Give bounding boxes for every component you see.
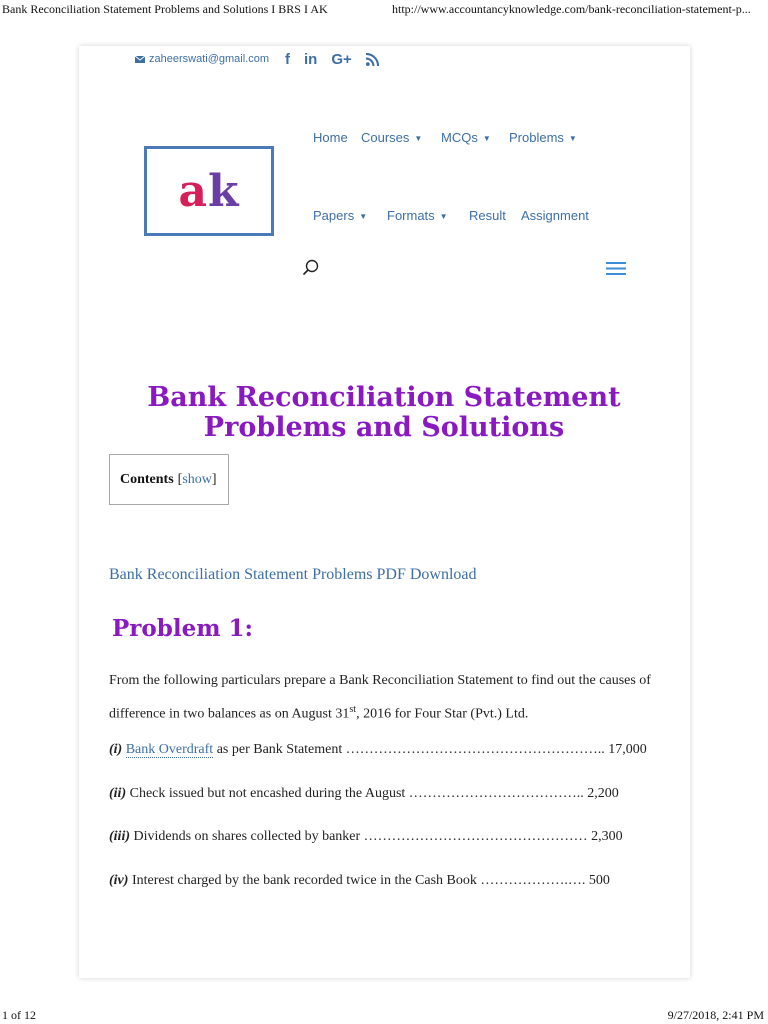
nav-assignment-label: Assignment <box>521 208 589 223</box>
nav-formats-label: Formats <box>387 208 435 223</box>
nav-problems[interactable] <box>509 130 577 145</box>
intro-text: From the following particulars prepare a Bank Reconciliation Statement to find out the causes of difference in two balances as on August 31 <box>109 673 651 722</box>
nav-courses[interactable] <box>361 130 422 145</box>
top-contact-bar <box>135 50 379 68</box>
item-text: as per Bank Statement ……………………………………………….. 17,000 <box>213 742 647 757</box>
list-item <box>109 742 647 758</box>
hamburger-menu-icon[interactable] <box>606 261 626 276</box>
nav-assignment[interactable] <box>521 208 589 223</box>
item-text: Dividends on shares collected by banker ………………………………………… 2,300 <box>130 829 623 844</box>
chevron-down-icon: ▼ <box>482 134 491 144</box>
item-number: (iv) <box>109 873 129 888</box>
search-icon[interactable] <box>302 259 320 277</box>
rss-icon[interactable] <box>366 53 379 66</box>
item-number: (iii) <box>109 829 130 844</box>
nav-result[interactable] <box>469 208 506 223</box>
envelope-icon <box>135 56 145 63</box>
table-of-contents <box>109 454 229 505</box>
linkedin-icon[interactable]: in <box>304 50 318 68</box>
item-text: Interest charged by the bank recorded twice in the Cash Book ……………….…. 500 <box>128 873 610 888</box>
problem-heading: Problem 1: <box>112 615 254 642</box>
chevron-down-icon: ▼ <box>439 212 448 222</box>
toc-bracket-close: ] <box>211 471 217 487</box>
nav-home-label: Home <box>313 130 348 145</box>
nav-courses-label: Courses <box>361 130 410 145</box>
intro-text-end: , 2016 for Four Star (Pvt.) Ltd. <box>356 706 529 722</box>
chevron-down-icon: ▼ <box>359 212 368 222</box>
nav-papers[interactable] <box>313 208 367 223</box>
toc-show-link[interactable]: show <box>182 471 212 487</box>
bank-overdraft-link[interactable]: Bank Overdraft <box>125 742 214 757</box>
nav-formats[interactable] <box>387 208 448 223</box>
list-item <box>109 829 623 845</box>
facebook-icon[interactable]: f <box>285 50 290 68</box>
toc-bracket-open: [ <box>177 471 183 487</box>
item-number: (ii) <box>109 786 127 801</box>
print-header <box>0 0 768 18</box>
logo-letter-a: a <box>178 165 208 217</box>
intro-superscript: st <box>349 704 357 715</box>
print-footer <box>0 1006 768 1024</box>
list-item <box>109 786 619 802</box>
chevron-down-icon: ▼ <box>568 134 577 144</box>
rss-feed-icon <box>366 53 379 66</box>
nav-home[interactable] <box>313 130 348 145</box>
print-page-title: Bank Reconciliation Statement Problems and Solutions I BRS I AK <box>2 2 328 16</box>
print-page-number: 1 of 12 <box>2 1008 36 1022</box>
nav-mcqs[interactable] <box>441 130 491 145</box>
problem-intro <box>109 666 669 729</box>
logo-letter-k: k <box>208 165 240 217</box>
print-page-url: http://www.accountancyknowledge.com/bank-reconciliation-statement-p... <box>392 2 751 16</box>
page-title-line2: Problems and Solutions <box>203 412 565 443</box>
item-number: (i) <box>109 742 123 757</box>
email-link[interactable] <box>135 53 269 65</box>
nav-problems-label: Problems <box>509 130 564 145</box>
print-datetime: 9/27/2018, 2:41 PM <box>667 1008 764 1022</box>
site-logo[interactable] <box>144 146 274 236</box>
nav-papers-label: Papers <box>313 208 355 223</box>
page-title <box>108 383 660 443</box>
chevron-down-icon: ▼ <box>414 134 423 144</box>
toc-label: Contents <box>120 471 174 487</box>
pdf-download-link[interactable]: Bank Reconciliation Statement Problems PDF Download <box>109 566 477 583</box>
item-text: Check issued but not encashed during the August ……………………………….. 2,200 <box>126 786 619 801</box>
google-plus-icon[interactable]: G+ <box>331 50 352 68</box>
page-title-line1: Bank Reconciliation Statement <box>147 382 621 413</box>
nav-result-label: Result <box>469 208 506 223</box>
email-address: zaheerswati@gmail.com <box>149 53 269 65</box>
nav-mcqs-label: MCQs <box>441 130 478 145</box>
list-item <box>109 873 610 889</box>
